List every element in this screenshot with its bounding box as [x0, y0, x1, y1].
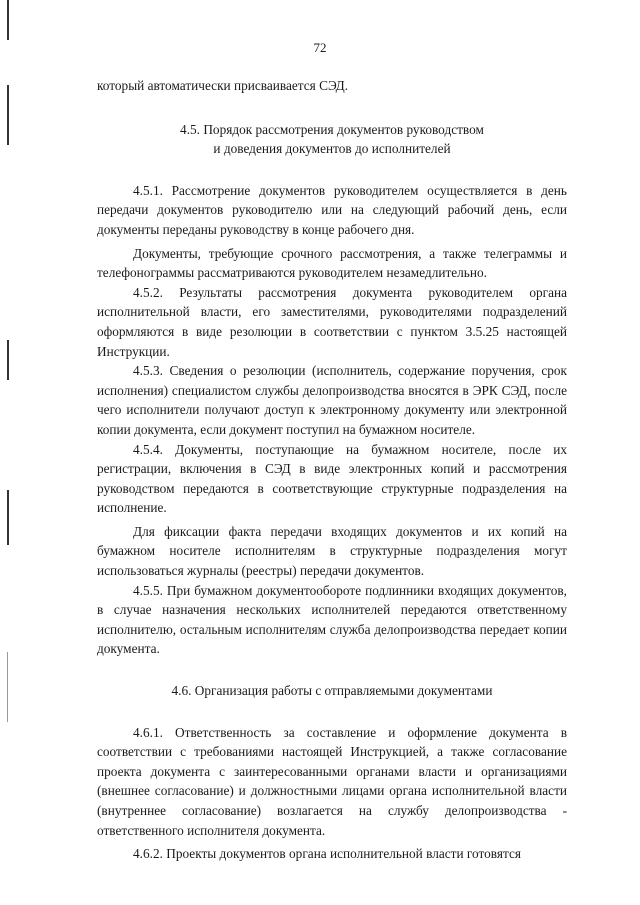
- scan-edge-mark: [7, 490, 9, 545]
- page-number: 72: [313, 40, 327, 55]
- paragraph-4-5-5: 4.5.5. При бумажном документообороте подлинники входящих документов, в случае назначения нескольких исполнителей передаются ответственному исполнителю, остальным исполнителям служба делопроизводства передает копии документа.: [97, 582, 567, 657]
- paragraph-transfer-journals: Для фиксации факта передачи входящих документов и их копий на бумажном носителе исполнителям в структурные подразделения могут использоваться журналы (реестры) передачи документов.: [97, 523, 567, 579]
- paragraph-4-5-2: 4.5.2. Результаты рассмотрения документа руководителем органа исполнительной власти, его заместителями, руководителями подразделений оформляются в виде резолюции в соответствии с пунктом 3.5.25 настоящей Инструкции.: [97, 284, 567, 359]
- document-body: [97, 76, 567, 864]
- scan-edge-mark: [7, 0, 9, 40]
- paragraph-urgent-documents: Документы, требующие срочного рассмотрения, а также телеграммы и телефонограммы рассматриваются руководителем незамедлительно.: [97, 245, 567, 281]
- paragraph-4-5-1: 4.5.1. Рассмотрение документов руководителем осуществляется в день передачи документов руководителю или на следующий рабочий день, если документы переданы руководству в конце рабочего дня.: [97, 182, 567, 237]
- section-heading-4-5: [97, 120, 567, 159]
- paragraph-4-5-4: 4.5.4. Документы, поступающие на бумажном носителе, после их регистрации, включения в СЭД в виде электронных копий и рассмотрения руководством передаются в соответствующие структурные подразделения на исполнение.: [97, 441, 567, 516]
- paragraph-4-5-3: 4.5.3. Сведения о резолюции (исполнитель, содержание поручения, срок исполнения) специалистом службы делопроизводства вносятся в ЭРК СЭД, после чего исполнители получают доступ к электронному документу или электронной копии документа, если документ поступил на бумажном носителе.: [97, 363, 567, 437]
- section-heading-line: 4.5. Порядок рассмотрения документов руководством: [180, 121, 484, 137]
- paragraph-4-6-1: 4.6.1. Ответственность за составление и оформление документа в соответствии с требованиями настоящей Инструкцией, а также согласование проекта документа с заинтересованными органами власти и организациями (внешнее согласование) и должностными лицами органа исполнительной власти (внутреннее согласование) возлагается на службу делопроизводства - ответственного исполнителя документа.: [97, 724, 567, 838]
- paragraph-4-6-2: 4.6.2. Проекты документов органа исполнительной власти готовятся: [133, 846, 522, 862]
- scan-edge-mark: [7, 340, 9, 380]
- scan-edge-mark: [7, 85, 9, 145]
- section-heading-4-6: 4.6. Организация работы с отправляемыми документами: [171, 683, 493, 699]
- scan-edge-mark: [7, 652, 8, 722]
- section-heading-line: и доведения документов до исполнителей: [213, 141, 451, 157]
- continuation-text: который автоматически присваивается СЭД.: [97, 78, 349, 93]
